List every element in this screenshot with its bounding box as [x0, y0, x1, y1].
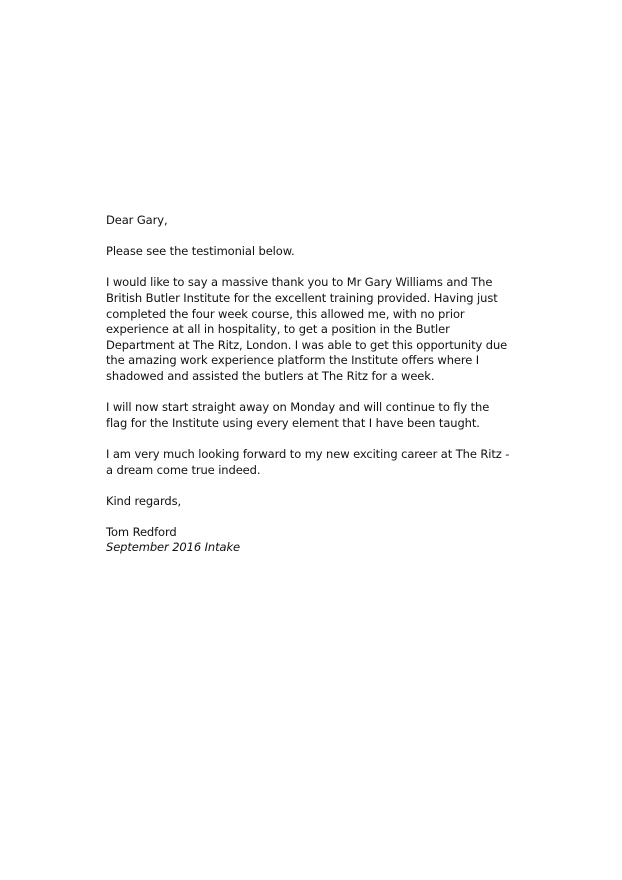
- paragraph-line: I will now start straight away on Monday and will continue to fly the: [106, 400, 490, 415]
- intro-line: Please see the testimonial below.: [106, 244, 295, 259]
- paragraph-thanks: [106, 275, 526, 384]
- paragraph-line: experience at all in hospitality, to get a position in the Butler: [106, 322, 450, 337]
- paragraph-line: flag for the Institute using every element that I have been taught.: [106, 415, 480, 430]
- paragraph-start: [106, 400, 526, 431]
- paragraph-line: British Butler Institute for the excellent training provided. Having just: [106, 290, 498, 305]
- paragraph-line: shadowed and assisted the butlers at The Ritz for a week.: [106, 368, 435, 383]
- paragraph-line: I would like to say a massive thank you to Mr Gary Williams and The: [106, 275, 493, 290]
- paragraph-line: a dream come true indeed.: [106, 462, 261, 477]
- signature-name: Tom Redford: [106, 524, 177, 539]
- paragraph-line: the amazing work experience platform the Institute offers where I: [106, 353, 480, 368]
- testimonial-letter: [106, 213, 526, 556]
- closing: Kind regards,: [106, 493, 182, 508]
- salutation: Dear Gary,: [106, 213, 168, 227]
- signature-intake: September 2016 Intake: [106, 540, 241, 555]
- paragraph-line: completed the four week course, this allowed me, with no prior: [106, 306, 465, 321]
- paragraph-career: [106, 447, 526, 478]
- paragraph-line: I am very much looking forward to my new exciting career at The Ritz -: [106, 446, 510, 461]
- paragraph-line: Department at The Ritz, London. I was able to get this opportunity due: [106, 337, 508, 352]
